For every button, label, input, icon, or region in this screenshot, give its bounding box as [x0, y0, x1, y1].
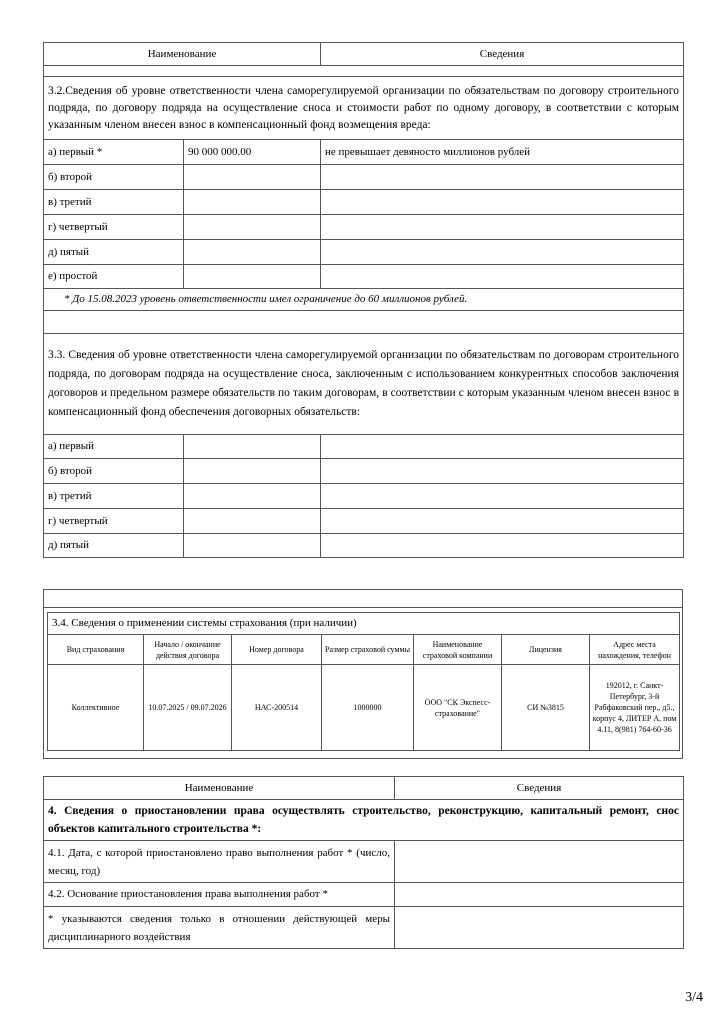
license: СИ №3815: [502, 665, 590, 751]
level-label: г) четвертый: [44, 215, 184, 240]
level-label: д) пятый: [44, 534, 184, 558]
col-header: Адрес места нахождения, телефон: [590, 635, 680, 665]
insurance-period: 10.07.2025 / 09.07.2026: [144, 665, 232, 751]
level-label: в) третий: [44, 190, 184, 215]
level-desc: [321, 165, 684, 190]
col-header: Наименование страховой компании: [414, 635, 502, 665]
level-value: 90 000 000.00: [184, 140, 321, 165]
col-header: Вид страхования: [48, 635, 144, 665]
level-label: а) первый *: [44, 140, 184, 165]
insurance-block: [43, 589, 683, 759]
section-3-2-note: * До 15.08.2023 уровень ответственности имел ограничение до 60 миллионов рублей.: [44, 289, 684, 311]
suspension-note-value: [395, 907, 684, 949]
header-name: Наименование: [44, 43, 321, 66]
col-header: Номер договора: [232, 635, 322, 665]
level-label: е) простой: [44, 265, 184, 289]
company-address: 192012, г. Санкт-Петербург, 3-й Рабфаковский пер., д5., корпус 4, ЛИТЕР А, пом 4.11, 8(981) 764-60-36: [590, 665, 680, 751]
section-3-4-title: 3.4. Сведения о применении системы страхования (при наличии): [48, 613, 680, 635]
suspension-reason-value: [395, 883, 684, 907]
level-desc: [321, 435, 684, 459]
suspension-block: [43, 776, 684, 949]
level-desc: [321, 240, 684, 265]
level-label: б) второй: [44, 459, 184, 484]
level-label: а) первый: [44, 435, 184, 459]
suspension-date-value: [395, 841, 684, 883]
level-desc: не превышает девяносто миллионов рублей: [321, 140, 684, 165]
responsibility-block: [43, 42, 684, 558]
level-value: [184, 240, 321, 265]
level-desc: [321, 509, 684, 534]
header-info: Сведения: [321, 43, 684, 66]
insurance-company: ООО "СК Экспесс-страхование": [414, 665, 502, 751]
level-desc: [321, 215, 684, 240]
suspension-date-label: 4.1. Дата, с которой приостановлено право выполнения работ * (число, месяц, год): [44, 841, 395, 883]
suspension-reason-label: 4.2. Основание приостановления права выполнения работ *: [44, 883, 395, 907]
level-label: д) пятый: [44, 240, 184, 265]
level-desc: [321, 484, 684, 509]
level-label: г) четвертый: [44, 509, 184, 534]
level-value: [184, 190, 321, 215]
level-desc: [321, 534, 684, 558]
level-value: [184, 215, 321, 240]
suspension-table: [43, 776, 684, 949]
suspension-note-label: * указываются сведения только в отношении действующей меры дисциплинарного воздействия: [44, 907, 395, 949]
insurance-table: [47, 612, 680, 751]
responsibility-table: [43, 42, 684, 558]
col-header: Размер страховой суммы: [322, 635, 414, 665]
section-4-title: 4. Сведения о приостановлении права осуществлять строительство, реконструкцию, капитальный ремонт, снос объектов капитального строительства *:: [44, 800, 684, 841]
page-number: 3/4: [685, 990, 703, 1005]
divider: [44, 607, 682, 608]
section-3-2-title: 3.2.Сведения об уровне ответственности члена саморегулируемой организации по обязательствам по договору строительного подряда, по договору подряда на осуществление сноса и стоимости работ по одному договору, в соответствии с которым указанным членом внесен взнос в компенсационный фонд возмещения вреда:: [44, 77, 684, 140]
col-header: Лицензия: [502, 635, 590, 665]
level-label: в) третий: [44, 484, 184, 509]
col-header: Начало / окончание действия договора: [144, 635, 232, 665]
section-3-3-title: 3.3. Сведения об уровне ответственности члена саморегулируемой организации по обязательствам по договорам строительного подряда, по договорам подряда на осуществление сноса, заключенным с использованием конкурентных способов заключения договоров и предельном размере обязательств по таким договорам, в соответствии с которым указанным членом внесен взнос в компенсационный фонд обеспечения договорных обязательств:: [44, 334, 684, 435]
level-desc: [321, 265, 684, 289]
level-label: б) второй: [44, 165, 184, 190]
header-name: Наименование: [44, 777, 395, 800]
level-value: [184, 484, 321, 509]
level-desc: [321, 190, 684, 215]
level-value: [184, 265, 321, 289]
level-value: [184, 165, 321, 190]
contract-number: НАС-200514: [232, 665, 322, 751]
insured-sum: 1000000: [322, 665, 414, 751]
level-value: [184, 534, 321, 558]
level-desc: [321, 459, 684, 484]
level-value: [184, 509, 321, 534]
insurance-type: Коллективное: [48, 665, 144, 751]
level-value: [184, 435, 321, 459]
spacer-row: [44, 66, 684, 77]
header-info: Сведения: [395, 777, 684, 800]
level-value: [184, 459, 321, 484]
spacer-row: [44, 311, 684, 334]
